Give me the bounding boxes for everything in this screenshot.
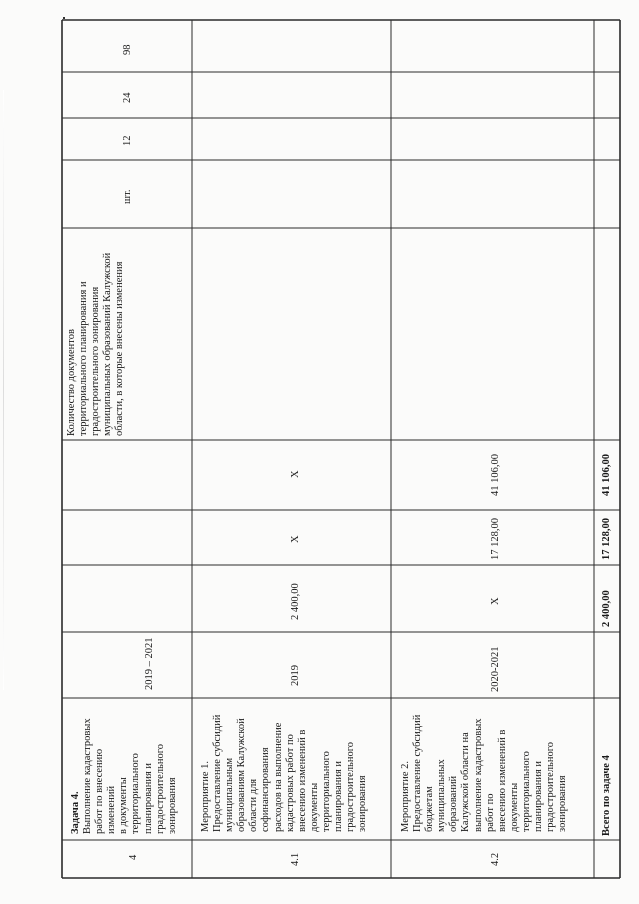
row41-number: 4.1 [290, 852, 301, 866]
total-amount-3: 41 106,00 [601, 454, 612, 496]
row41-years: 2019 [290, 665, 301, 686]
total-amount-1: 2 400,00 [601, 590, 612, 627]
task4-block [70, 702, 179, 834]
row42-text: Мероприятие 2. Предоставление субсидий бюджетам муниципальных образований Калужской области на выполнение кадастровых работ по внесению изменений в документы территориального планирования и градостроительного зонирования [400, 714, 569, 832]
row41-amount-1: 2 400,00 [290, 583, 301, 620]
total-amount-2: 17 128,00 [601, 518, 612, 560]
task4-unit: шт. [122, 189, 133, 204]
task4-value-1: 12 [122, 135, 133, 146]
row41-text: Мероприятие 1. Предоставление субсидий муниципальным образованиям Калужской области для софинансирования расходов на выполнение кадастровых работ по внесению изменений в документы территориального планирования и градостроительного зонирования [200, 714, 369, 832]
row42-number: 4.2 [490, 852, 501, 866]
task4-value-2: 24 [122, 92, 133, 103]
task4-number: 4 [128, 854, 139, 860]
task4-value-3: 98 [122, 44, 133, 55]
row41-amount-2: X [290, 535, 301, 543]
row42-amount-1: X [490, 597, 501, 605]
row42-years: 2020-2021 [490, 646, 501, 692]
row42-amount-3: 41 106,00 [490, 454, 501, 496]
task4-indicator: Количество документов территориального планирования и градостроительного зонирования муниципальных образований Калужской области, в которые внесены изменения [66, 252, 126, 436]
task4-years: 2019 – 2021 [144, 637, 155, 690]
total-label: Всего по задаче 4 [601, 755, 612, 836]
task4-title: Задача 4. [70, 791, 81, 834]
row42-amount-2: 17 128,00 [490, 518, 501, 560]
task4-text: Выполнение кадастровых работ по внесению изменений в документы территориального планирования и градостроительного зонирования [82, 718, 178, 834]
row41-amount-3: X [290, 470, 301, 478]
